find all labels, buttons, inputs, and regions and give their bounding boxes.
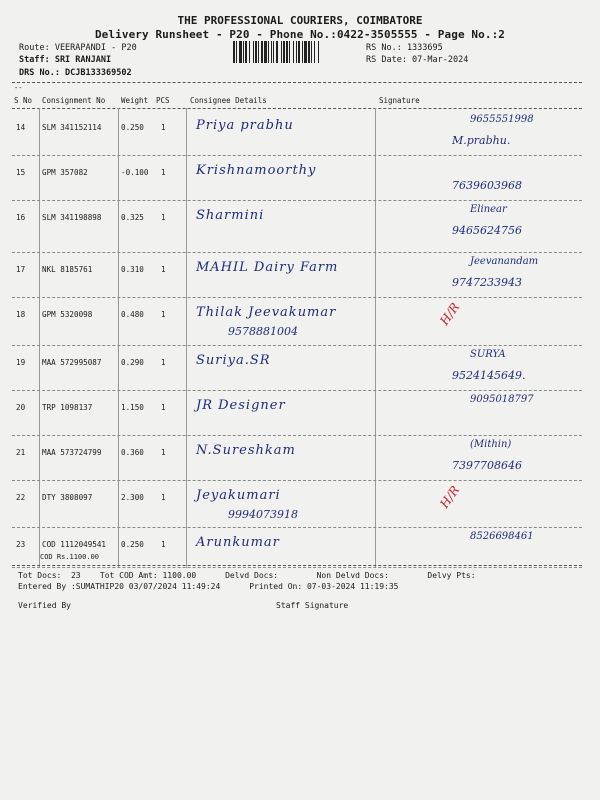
- cell-consignment: MAA 572995087: [42, 358, 102, 367]
- cell-consignee-handwritten: Suriya.SR: [196, 353, 271, 368]
- col-weight: Weight: [121, 96, 149, 105]
- entered-line: Entered By :SUMATHIP20 03/07/2024 11:49:24 Printed On: 07-03-2024 11:19:35: [18, 582, 399, 591]
- cell-weight: 0.360: [121, 448, 144, 457]
- col-pcs: PCS: [156, 96, 170, 105]
- signature-note: 8526698461: [470, 531, 534, 542]
- col-divider: [186, 108, 187, 568]
- col-consignee: Consignee Details: [190, 96, 267, 105]
- cell-consignee-handwritten: JR Designer: [196, 398, 286, 413]
- cell-consignment: GPM 5320098: [42, 310, 93, 319]
- row-separator: [12, 155, 582, 156]
- signature-phone: 7397708646: [452, 459, 522, 472]
- signature-note: 9655551998: [470, 114, 534, 125]
- cell-consignee-handwritten: N.Sureshkam: [196, 443, 296, 458]
- cell-sno: 19: [16, 358, 26, 367]
- cell-consignee-handwritten: Jeyakumari: [196, 488, 281, 503]
- row-separator: [12, 480, 582, 481]
- cell-consignee-handwritten: Arunkumar: [196, 535, 280, 550]
- row-separator: [12, 252, 582, 253]
- cell-pcs: 1: [161, 493, 166, 502]
- row-separator: [12, 567, 582, 568]
- cell-weight: 0.325: [121, 213, 144, 222]
- runsheet-title: Delivery Runsheet - P20 - Phone No.:0422-3505555 - Page No.:2: [94, 28, 506, 41]
- row-separator: [12, 345, 582, 346]
- cell-consignee-handwritten: Sharmini: [196, 208, 265, 223]
- rs-date: RS Date: 07-Mar-2024: [366, 55, 469, 65]
- col-divider: [39, 108, 40, 568]
- cell-sno: 18: [16, 310, 26, 319]
- cell-sno: 15: [16, 168, 26, 177]
- cell-pcs: 1: [161, 168, 166, 177]
- cell-sno: 21: [16, 448, 26, 457]
- row-separator: [12, 390, 582, 391]
- cell-pcs: 1: [161, 123, 166, 132]
- rule-dashes: --: [14, 84, 23, 92]
- cell-consignment: DTY 3808097: [42, 493, 93, 502]
- route-label: Route: VEERAPANDI - P20: [19, 43, 137, 53]
- staff-label: Staff: SRI RANJANI: [19, 55, 112, 65]
- cell-pcs: 1: [161, 403, 166, 412]
- cell-consignment: GPM 357082: [42, 168, 88, 177]
- company-title: THE PROFESSIONAL COURIERS, COIMBATORE: [177, 14, 423, 27]
- cell-consignment: NKL 8185761: [42, 265, 93, 274]
- signature-note: Elinear: [470, 204, 507, 215]
- cell-sno: 14: [16, 123, 26, 132]
- signature-phone: 9747233943: [452, 276, 522, 289]
- cell-pcs: 1: [161, 213, 166, 222]
- col-sno: S No: [14, 96, 33, 105]
- signature-note: H/R: [437, 300, 463, 328]
- col-divider: [118, 108, 119, 568]
- cell-weight: 1.150: [121, 403, 144, 412]
- signature-note: H/R: [437, 483, 463, 511]
- signature-phone: M.prabhu.: [452, 134, 511, 147]
- cell-sno: 17: [16, 265, 26, 274]
- table-bottom-rule: [12, 565, 582, 566]
- cell-weight: 0.310: [121, 265, 144, 274]
- signature-phone: 9465624756: [452, 224, 522, 237]
- col-signature: Signature: [379, 96, 420, 105]
- cell-pcs: 1: [161, 310, 166, 319]
- cell-consignee-handwritten: Krishnamoorthy: [196, 163, 317, 178]
- cell-sno: 20: [16, 403, 26, 412]
- row-separator: [12, 200, 582, 201]
- cell-consignee-handwritten: Priya prabhu: [196, 118, 294, 133]
- signature-note: SURYA: [470, 349, 506, 360]
- cell-weight: 0.290: [121, 358, 144, 367]
- cell-consignee-phone: 9578881004: [228, 325, 298, 338]
- barcode-bar: [318, 41, 319, 63]
- verified-by: Verified By: [18, 601, 71, 610]
- cell-weight: 0.480: [121, 310, 144, 319]
- cell-weight: 0.250: [121, 540, 144, 549]
- cell-pcs: 1: [161, 540, 166, 549]
- table-header-rule: [12, 108, 582, 109]
- rs-no: RS No.: 1333695: [366, 43, 443, 53]
- cell-consignment: SLM 341198898: [42, 213, 102, 222]
- header-rule: [12, 82, 582, 83]
- row-separator: [12, 435, 582, 436]
- row-separator: [12, 527, 582, 528]
- row-separator: [12, 297, 582, 298]
- cell-sno: 16: [16, 213, 26, 222]
- cell-weight: 0.250: [121, 123, 144, 132]
- cell-consignee-handwritten: Thilak Jeevakumar: [196, 305, 337, 320]
- signature-phone: 7639603968: [452, 179, 522, 192]
- cell-consignment: MAA 573724799: [42, 448, 102, 457]
- totals-line: Tot Docs: 23 Tot COD Amt: 1100.00 Delvd Docs: Non Delvd Docs: Delvy Pts:: [18, 571, 476, 580]
- signature-note: Jeevanandam: [470, 256, 539, 267]
- staff-signature: Staff Signature: [276, 601, 349, 610]
- signature-note: (Mithin): [470, 439, 512, 450]
- cell-consignment: COD 1112049541: [42, 540, 107, 549]
- col-consignment: Consignment No: [42, 96, 106, 105]
- cell-consignment: SLM 341152114: [42, 123, 102, 132]
- cell-weight: -0.100: [121, 168, 149, 177]
- cell-pcs: 1: [161, 358, 166, 367]
- cell-sno: 23: [16, 540, 26, 549]
- signature-note: 9095018797: [470, 394, 534, 405]
- cell-pcs: 1: [161, 448, 166, 457]
- drs-label: DRS No.: DCJB133369502: [19, 68, 132, 78]
- barcode: [233, 41, 358, 63]
- cod-note: COD Rs.1100.00: [40, 553, 100, 561]
- cell-weight: 2.300: [121, 493, 144, 502]
- cell-sno: 22: [16, 493, 26, 502]
- cell-consignment: TRP 1098137: [42, 403, 93, 412]
- signature-phone: 9524145649.: [452, 369, 526, 382]
- cell-pcs: 1: [161, 265, 166, 274]
- col-divider: [375, 108, 376, 568]
- cell-consignee-handwritten: MAHIL Dairy Farm: [196, 260, 339, 275]
- cell-consignee-phone: 9994073918: [228, 508, 298, 521]
